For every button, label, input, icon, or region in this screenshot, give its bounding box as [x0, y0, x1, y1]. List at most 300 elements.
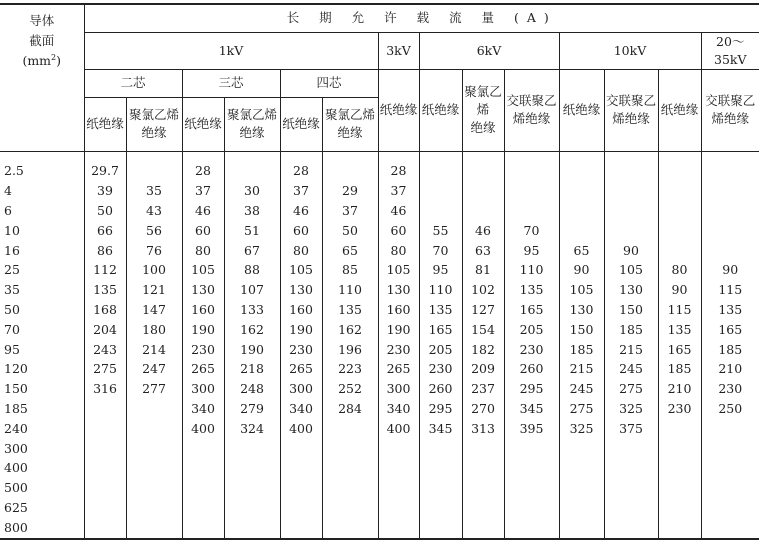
- ampacity-cell: 190: [224, 340, 280, 360]
- table-title: 长 期 允 许 载 流 量 (A): [84, 4, 759, 32]
- ampacity-cell: [462, 518, 504, 539]
- ampacity-cell: 400: [280, 419, 322, 439]
- ampacity-cell: [604, 498, 658, 518]
- ampacity-cell: 65: [322, 241, 378, 261]
- ampacity-cell: 400: [182, 419, 224, 439]
- section-cell: 4: [0, 181, 84, 201]
- ampacity-cell: 80: [658, 260, 701, 280]
- table-row: [0, 359, 759, 379]
- section-cell: 185: [0, 399, 84, 419]
- ampacity-cell: 37: [182, 181, 224, 201]
- ampacity-cell: [462, 439, 504, 459]
- ampacity-cell: [419, 162, 462, 182]
- ampacity-cell: 277: [126, 379, 182, 399]
- ampacity-cell: 130: [280, 280, 322, 300]
- section-cell: 120: [0, 359, 84, 379]
- ampacity-cell: 275: [559, 399, 604, 419]
- section-cell: 6: [0, 201, 84, 221]
- ins-pvc-6kv: 聚氯乙烯 绝缘: [462, 69, 504, 151]
- ampacity-cell: 395: [504, 419, 559, 439]
- ampacity-cell: [182, 458, 224, 478]
- ampacity-cell: [126, 518, 182, 539]
- ampacity-cell: 60: [280, 221, 322, 241]
- ampacity-cell: 185: [701, 340, 759, 360]
- spacer-cell: [701, 151, 759, 162]
- ampacity-cell: 127: [462, 300, 504, 320]
- ampacity-cell: 105: [280, 260, 322, 280]
- ampacity-cell: 85: [322, 260, 378, 280]
- ampacity-cell: 245: [559, 379, 604, 399]
- current-capacity-table: [0, 3, 759, 540]
- spacer-cell: [658, 151, 701, 162]
- ampacity-cell: [84, 478, 126, 498]
- ampacity-cell: [378, 478, 419, 498]
- ampacity-cell: 182: [462, 340, 504, 360]
- ampacity-cell: [604, 201, 658, 221]
- ampacity-cell: 218: [224, 359, 280, 379]
- ampacity-cell: [559, 201, 604, 221]
- ampacity-cell: [419, 478, 462, 498]
- ampacity-cell: 135: [504, 280, 559, 300]
- ampacity-cell: [280, 458, 322, 478]
- ampacity-cell: [322, 478, 378, 498]
- ampacity-cell: [604, 221, 658, 241]
- ampacity-cell: 65: [559, 241, 604, 261]
- spacer-cell: [462, 151, 504, 162]
- ampacity-cell: 67: [224, 241, 280, 261]
- spacer-cell: [559, 151, 604, 162]
- ampacity-cell: [658, 518, 701, 539]
- ampacity-cell: 345: [504, 399, 559, 419]
- ampacity-cell: [322, 518, 378, 539]
- spacer-cell: [0, 151, 84, 162]
- ampacity-cell: [658, 201, 701, 221]
- section-cell: 625: [0, 498, 84, 518]
- section-cell: 10: [0, 221, 84, 241]
- ampacity-cell: [280, 498, 322, 518]
- ampacity-cell: 80: [182, 241, 224, 261]
- ampacity-cell: 63: [462, 241, 504, 261]
- ampacity-cell: [84, 498, 126, 518]
- ampacity-cell: [182, 498, 224, 518]
- ampacity-cell: [504, 518, 559, 539]
- ampacity-cell: 115: [658, 300, 701, 320]
- ampacity-cell: [419, 201, 462, 221]
- table-row: [0, 478, 759, 498]
- ampacity-cell: 56: [126, 221, 182, 241]
- ampacity-cell: 316: [84, 379, 126, 399]
- ampacity-cell: 105: [604, 260, 658, 280]
- table-row: [0, 280, 759, 300]
- ampacity-cell: 110: [504, 260, 559, 280]
- ampacity-cell: 210: [701, 359, 759, 379]
- section-cell: 150: [0, 379, 84, 399]
- ampacity-cell: 150: [559, 320, 604, 340]
- ampacity-cell: 50: [84, 201, 126, 221]
- ampacity-cell: [126, 458, 182, 478]
- spacer-cell: [84, 151, 126, 162]
- ampacity-cell: 130: [182, 280, 224, 300]
- ampacity-cell: 165: [504, 300, 559, 320]
- ampacity-cell: 250: [701, 399, 759, 419]
- ampacity-cell: 230: [280, 340, 322, 360]
- ampacity-cell: 130: [604, 280, 658, 300]
- ampacity-cell: 185: [559, 340, 604, 360]
- ampacity-cell: 110: [322, 280, 378, 300]
- ampacity-cell: 46: [462, 221, 504, 241]
- ampacity-cell: 135: [419, 300, 462, 320]
- ampacity-cell: 90: [559, 260, 604, 280]
- table-row: [0, 518, 759, 539]
- ampacity-cell: [701, 518, 759, 539]
- ampacity-cell: 284: [322, 399, 378, 419]
- ins-paper-3core: 纸绝缘: [182, 97, 224, 151]
- ins-pvc-4core: 聚氯乙烯 绝缘: [322, 97, 378, 151]
- voltage-20-35kv: 20～35kV: [701, 32, 759, 69]
- core-three: 三芯: [182, 69, 280, 97]
- ampacity-cell: [701, 241, 759, 261]
- ampacity-cell: [378, 458, 419, 478]
- ampacity-cell: [378, 518, 419, 539]
- ampacity-cell: 230: [701, 379, 759, 399]
- ampacity-cell: [84, 399, 126, 419]
- ampacity-cell: 260: [419, 379, 462, 399]
- ampacity-cell: [504, 458, 559, 478]
- ampacity-cell: [322, 419, 378, 439]
- ampacity-cell: 160: [378, 300, 419, 320]
- ampacity-cell: [559, 498, 604, 518]
- ampacity-cell: [126, 439, 182, 459]
- ampacity-cell: [84, 439, 126, 459]
- ampacity-cell: 400: [378, 419, 419, 439]
- ampacity-cell: [322, 458, 378, 478]
- ampacity-cell: 204: [84, 320, 126, 340]
- core-four: 四芯: [280, 69, 378, 97]
- ampacity-cell: [701, 162, 759, 182]
- ampacity-cell: 275: [84, 359, 126, 379]
- ampacity-cell: [658, 181, 701, 201]
- ampacity-cell: 265: [280, 359, 322, 379]
- ampacity-cell: [504, 162, 559, 182]
- ampacity-cell: 43: [126, 201, 182, 221]
- ampacity-cell: 160: [280, 300, 322, 320]
- ampacity-cell: 95: [504, 241, 559, 261]
- ampacity-cell: [84, 518, 126, 539]
- ampacity-cell: 196: [322, 340, 378, 360]
- spacer-cell: [280, 151, 322, 162]
- ampacity-cell: 375: [604, 419, 658, 439]
- ampacity-cell: [462, 162, 504, 182]
- ampacity-cell: 300: [182, 379, 224, 399]
- ampacity-cell: 29: [322, 181, 378, 201]
- ampacity-cell: 76: [126, 241, 182, 261]
- ampacity-cell: 28: [280, 162, 322, 182]
- table-row: [0, 221, 759, 241]
- ampacity-cell: 270: [462, 399, 504, 419]
- table-row: [0, 439, 759, 459]
- ampacity-cell: 210: [658, 379, 701, 399]
- ampacity-cell: 165: [658, 340, 701, 360]
- ampacity-cell: 135: [658, 320, 701, 340]
- ampacity-cell: 205: [419, 340, 462, 360]
- ampacity-cell: 28: [182, 162, 224, 182]
- spacer-cell: [604, 151, 658, 162]
- voltage-10kv: 10kV: [559, 32, 701, 69]
- ampacity-cell: [182, 518, 224, 539]
- ins-xlpe-6kv: 交联聚乙 烯绝缘: [504, 69, 559, 151]
- ampacity-cell: 185: [658, 359, 701, 379]
- ampacity-cell: 230: [658, 399, 701, 419]
- ampacity-cell: 130: [559, 300, 604, 320]
- ampacity-cell: 230: [182, 340, 224, 360]
- ampacity-cell: 214: [126, 340, 182, 360]
- ampacity-cell: [701, 201, 759, 221]
- ampacity-cell: 51: [224, 221, 280, 241]
- ampacity-cell: [559, 439, 604, 459]
- ampacity-cell: 105: [182, 260, 224, 280]
- ampacity-cell: 340: [280, 399, 322, 419]
- ampacity-cell: 223: [322, 359, 378, 379]
- ampacity-cell: [224, 439, 280, 459]
- ampacity-cell: [224, 498, 280, 518]
- ampacity-cell: 60: [182, 221, 224, 241]
- spacer-cell: [126, 151, 182, 162]
- ampacity-cell: [462, 181, 504, 201]
- ampacity-cell: 107: [224, 280, 280, 300]
- ampacity-cell: [224, 458, 280, 478]
- voltage-6kv: 6kV: [419, 32, 559, 69]
- ampacity-cell: 35: [126, 181, 182, 201]
- section-cell: 16: [0, 241, 84, 261]
- ampacity-cell: [701, 439, 759, 459]
- ampacity-cell: 243: [84, 340, 126, 360]
- ampacity-cell: 95: [419, 260, 462, 280]
- ampacity-cell: 121: [126, 280, 182, 300]
- ampacity-cell: [419, 518, 462, 539]
- section-cell: 500: [0, 478, 84, 498]
- ampacity-cell: [224, 162, 280, 182]
- ampacity-cell: 100: [126, 260, 182, 280]
- ampacity-cell: 115: [701, 280, 759, 300]
- ampacity-cell: [504, 181, 559, 201]
- ampacity-cell: [126, 399, 182, 419]
- ampacity-cell: [559, 221, 604, 241]
- ampacity-cell: [462, 498, 504, 518]
- ampacity-cell: [658, 458, 701, 478]
- ampacity-cell: [126, 498, 182, 518]
- ampacity-cell: [419, 439, 462, 459]
- ampacity-cell: 248: [224, 379, 280, 399]
- ampacity-cell: 38: [224, 201, 280, 221]
- ampacity-cell: 215: [559, 359, 604, 379]
- ampacity-cell: [224, 478, 280, 498]
- ampacity-cell: 135: [84, 280, 126, 300]
- ins-paper-6kv: 纸绝缘: [419, 69, 462, 151]
- ampacity-cell: [462, 478, 504, 498]
- row-header-line2: 截面: [29, 33, 55, 48]
- ampacity-cell: 247: [126, 359, 182, 379]
- ampacity-cell: 102: [462, 280, 504, 300]
- ampacity-cell: [504, 478, 559, 498]
- ampacity-cell: [419, 458, 462, 478]
- ins-paper-10kv: 纸绝缘: [559, 69, 604, 151]
- ampacity-cell: [658, 478, 701, 498]
- ampacity-cell: 90: [658, 280, 701, 300]
- ampacity-cell: 190: [182, 320, 224, 340]
- ampacity-cell: [559, 162, 604, 182]
- ampacity-cell: 168: [84, 300, 126, 320]
- ampacity-cell: 29.7: [84, 162, 126, 182]
- section-cell: 240: [0, 419, 84, 439]
- section-cell: 70: [0, 320, 84, 340]
- ins-paper-2core: 纸绝缘: [84, 97, 126, 151]
- spacer-cell: [322, 151, 378, 162]
- ampacity-cell: 340: [378, 399, 419, 419]
- ampacity-cell: 80: [378, 241, 419, 261]
- ampacity-cell: 300: [280, 379, 322, 399]
- section-cell: 400: [0, 458, 84, 478]
- spacer-cell: [378, 151, 419, 162]
- ampacity-cell: [378, 498, 419, 518]
- ampacity-cell: 185: [604, 320, 658, 340]
- section-cell: 2.5: [0, 162, 84, 182]
- ampacity-cell: [224, 518, 280, 539]
- ampacity-cell: 205: [504, 320, 559, 340]
- ampacity-cell: [604, 181, 658, 201]
- ampacity-cell: [658, 241, 701, 261]
- ampacity-cell: 66: [84, 221, 126, 241]
- ampacity-cell: 230: [378, 340, 419, 360]
- section-cell: 35: [0, 280, 84, 300]
- ampacity-cell: [701, 478, 759, 498]
- table-row: [0, 320, 759, 340]
- ampacity-cell: 90: [701, 260, 759, 280]
- ampacity-cell: 46: [280, 201, 322, 221]
- ampacity-cell: 209: [462, 359, 504, 379]
- table-row: [0, 181, 759, 201]
- section-cell: 25: [0, 260, 84, 280]
- ampacity-cell: 55: [419, 221, 462, 241]
- voltage-3kv: 3kV: [378, 32, 419, 69]
- table-row: [0, 340, 759, 360]
- spacer-cell: [419, 151, 462, 162]
- ampacity-cell: [604, 162, 658, 182]
- ampacity-cell: 260: [504, 359, 559, 379]
- ampacity-cell: 90: [604, 241, 658, 261]
- ampacity-cell: [126, 478, 182, 498]
- ins-xlpe-10kv: 交联聚乙 烯绝缘: [604, 69, 658, 151]
- ampacity-cell: [701, 458, 759, 478]
- ampacity-cell: 60: [378, 221, 419, 241]
- ampacity-cell: 190: [280, 320, 322, 340]
- ampacity-cell: 154: [462, 320, 504, 340]
- ampacity-cell: 295: [419, 399, 462, 419]
- ampacity-cell: 230: [504, 340, 559, 360]
- ampacity-cell: 165: [419, 320, 462, 340]
- section-cell: 50: [0, 300, 84, 320]
- conductor-section-header: [0, 4, 84, 151]
- section-cell: 95: [0, 340, 84, 360]
- ampacity-cell: [658, 419, 701, 439]
- ampacity-cell: 265: [378, 359, 419, 379]
- ampacity-cell: 190: [378, 320, 419, 340]
- ampacity-cell: [504, 439, 559, 459]
- ampacity-cell: 112: [84, 260, 126, 280]
- ampacity-cell: 180: [126, 320, 182, 340]
- spacer-cell: [182, 151, 224, 162]
- table-row: [0, 241, 759, 261]
- ampacity-cell: 86: [84, 241, 126, 261]
- ampacity-cell: [604, 478, 658, 498]
- section-cell: 800: [0, 518, 84, 539]
- ampacity-cell: 162: [322, 320, 378, 340]
- ins-paper-3kv: 纸绝缘: [378, 69, 419, 151]
- ampacity-cell: [604, 518, 658, 539]
- ampacity-cell: 300: [378, 379, 419, 399]
- ampacity-cell: 245: [604, 359, 658, 379]
- ampacity-cell: [604, 458, 658, 478]
- ampacity-cell: [182, 439, 224, 459]
- ins-paper-20-35kv: 纸绝缘: [658, 69, 701, 151]
- ampacity-cell: 324: [224, 419, 280, 439]
- ampacity-cell: 252: [322, 379, 378, 399]
- ampacity-cell: 28: [378, 162, 419, 182]
- ampacity-cell: [419, 498, 462, 518]
- ampacity-cell: [84, 419, 126, 439]
- ampacity-cell: 295: [504, 379, 559, 399]
- table-row: [0, 379, 759, 399]
- row-header-unit: $(mm^2)$: [22, 52, 62, 68]
- ampacity-cell: [322, 162, 378, 182]
- row-header-line1: 导体: [29, 13, 55, 28]
- table-row: [0, 260, 759, 280]
- ampacity-cell: 105: [378, 260, 419, 280]
- ampacity-cell: 215: [604, 340, 658, 360]
- ampacity-cell: [604, 439, 658, 459]
- ampacity-cell: 135: [322, 300, 378, 320]
- ins-pvc-3core: 聚氯乙烯 绝缘: [224, 97, 280, 151]
- section-cell: 300: [0, 439, 84, 459]
- spacer-cell: [504, 151, 559, 162]
- ampacity-cell: [701, 221, 759, 241]
- ins-pvc-2core: 聚氯乙烯 绝缘: [126, 97, 182, 151]
- ampacity-cell: 147: [126, 300, 182, 320]
- core-two: 二芯: [84, 69, 182, 97]
- ampacity-cell: 46: [378, 201, 419, 221]
- table-row: [0, 300, 759, 320]
- ampacity-cell: 150: [604, 300, 658, 320]
- table-row: [0, 162, 759, 182]
- ampacity-cell: 265: [182, 359, 224, 379]
- ampacity-cell: 110: [419, 280, 462, 300]
- ampacity-cell: 80: [280, 241, 322, 261]
- ampacity-cell: [280, 518, 322, 539]
- ampacity-cell: 105: [559, 280, 604, 300]
- ampacity-cell: [280, 478, 322, 498]
- ampacity-cell: [126, 419, 182, 439]
- ampacity-cell: 39: [84, 181, 126, 201]
- ampacity-cell: [559, 181, 604, 201]
- ampacity-cell: 70: [504, 221, 559, 241]
- ampacity-cell: 135: [701, 300, 759, 320]
- ampacity-cell: 50: [322, 221, 378, 241]
- ampacity-cell: [658, 162, 701, 182]
- ampacity-cell: [701, 181, 759, 201]
- ampacity-cell: [84, 458, 126, 478]
- ampacity-cell: 37: [280, 181, 322, 201]
- ampacity-cell: [378, 439, 419, 459]
- ampacity-cell: 81: [462, 260, 504, 280]
